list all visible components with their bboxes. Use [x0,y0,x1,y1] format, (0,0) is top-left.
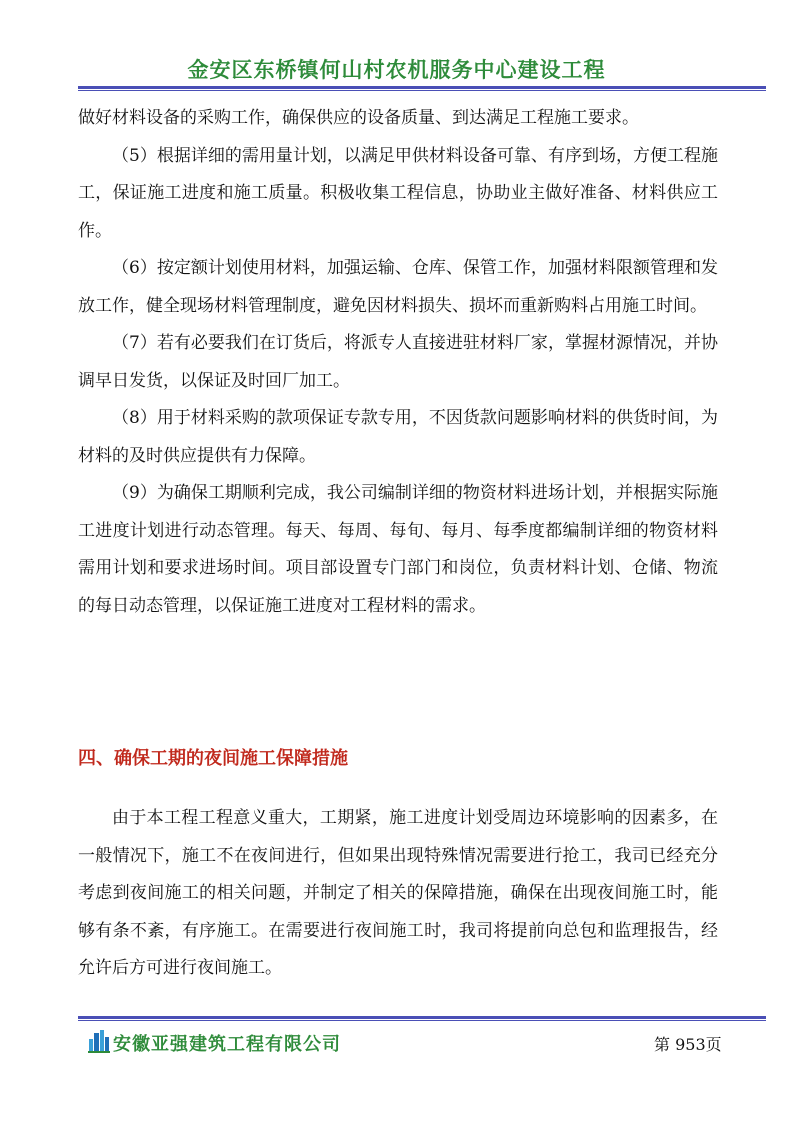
page-header-title: 金安区东桥镇何山村农机服务中心建设工程 [187,58,606,82]
footer-company-name: 安徽亚强建筑工程有限公司 [113,1034,341,1055]
page-number: 第 953页 [654,1035,722,1054]
body-paragraph: （7）若有必要我们在订货后，将派专人直接进驻材料厂家，掌握材源情况，并协调早日发货，以保证及时回厂加工。 [78,333,718,391]
section-body [78,800,718,988]
document-body [78,100,718,625]
building-logo-icon [88,1029,110,1053]
section-paragraph: 由于本工程工程意义重大，工期紧，施工进度计划受周边环境影响的因素多，在一般情况下，施工不在夜间进行，但如果出现特殊情况需要进行抢工，我司已经充分考虑到夜间施工的相关问题，并制定了相关的保障措施，确保在出现夜间施工时，能够有条不紊，有序施工。在需要进行夜间施工时，我司将提前向总包和监理报告，经允许后方可进行夜间施工。 [78,808,718,978]
section-heading: 四、确保工期的夜间施工保障措施 [78,748,348,769]
body-paragraph: （9）为确保工期顺利完成，我公司编制详细的物资材料进场计划，并根据实际施工进度计划进行动态管理。每天、每周、每旬、每月、每季度都编制详细的物资材料需用计划和要求进场时间。项目部设置专门部门和岗位，负责材料计划、仓储、物流的每日动态管理，以保证施工进度对工程材料的需求。 [78,483,718,616]
body-paragraph: 做好材料设备的采购工作，确保供应的设备质量、到达满足工程施工要求。 [78,108,639,128]
footer-divider [78,1016,766,1021]
body-paragraph: （5）根据详细的需用量计划，以满足甲供材料设备可靠、有序到场，方便工程施工，保证施工进度和施工质量。积极收集工程信息，协助业主做好准备、材料供应工作。 [78,145,718,241]
body-paragraph: （6）按定额计划使用材料，加强运输、仓库、保管工作，加强材料限额管理和发放工作，健全现场材料管理制度，避免因材料损失、损坏而重新购料占用施工时间。 [78,258,718,316]
header-divider [78,86,766,91]
body-paragraph: （8）用于材料采购的款项保证专款专用，不因货款问题影响材料的供货时间，为材料的及时供应提供有力保障。 [78,408,718,466]
